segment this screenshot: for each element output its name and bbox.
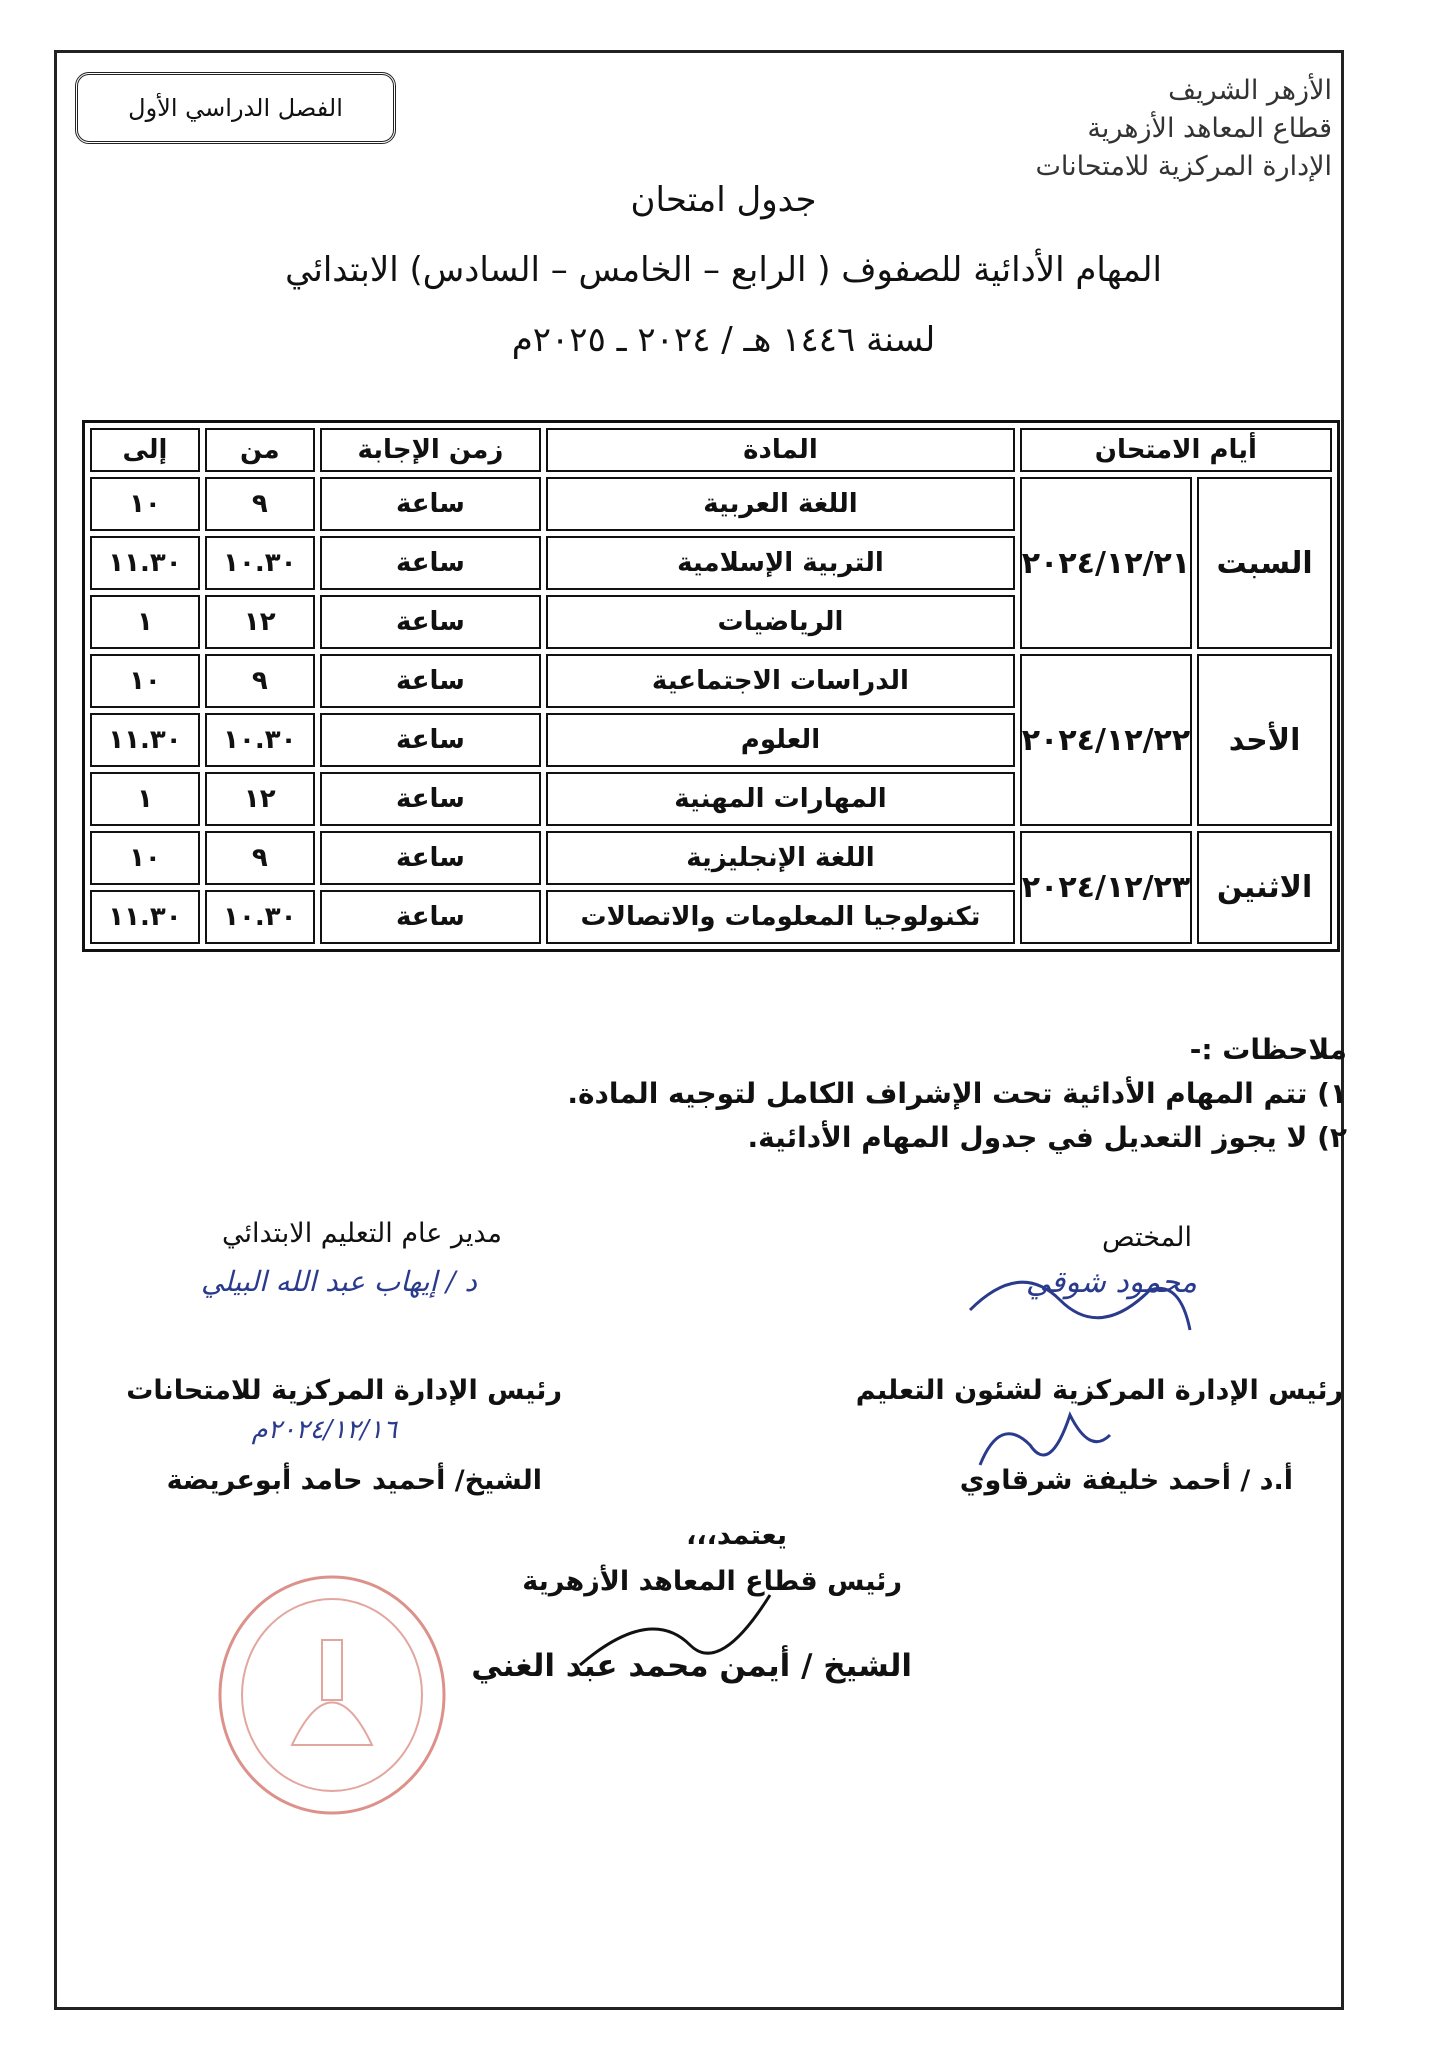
duration-cell: ساعة (320, 713, 541, 767)
header-duration: زمن الإجابة (320, 428, 541, 472)
header-subject: المادة (546, 428, 1015, 472)
header-days: أيام الامتحان (1020, 428, 1332, 472)
notes-heading: ملاحظات :- (1189, 1033, 1347, 1066)
subject-cell: اللغة الإنجليزية (546, 831, 1015, 885)
table-header-row (90, 428, 1332, 472)
table-row (90, 477, 1332, 531)
date-cell: ٢٠٢٤/١٢/٢٣ (1020, 831, 1192, 944)
duration-cell: ساعة (320, 477, 541, 531)
table-row (90, 831, 1332, 885)
from-cell: ٩ (205, 654, 315, 708)
semester-label: الفصل الدراسي الأول (128, 94, 343, 122)
exams-head-name: الشيخ/ أحميد حامد أبوعريضة (166, 1465, 542, 1496)
specialist-title: المختص (1102, 1222, 1192, 1253)
note-item: ١) تتم المهام الأدائية تحت الإشراف الكامل لتوجيه المادة. (567, 1077, 1347, 1110)
duration-cell: ساعة (320, 654, 541, 708)
from-cell: ١٢ (205, 595, 315, 649)
director-title: مدير عام التعليم الابتدائي (221, 1218, 502, 1249)
exam-schedule-table (82, 420, 1340, 952)
duration-cell: ساعة (320, 772, 541, 826)
specialist-signature-stroke (960, 1250, 1200, 1340)
day-cell: الأحد (1197, 654, 1332, 826)
from-cell: ٩ (205, 831, 315, 885)
duration-cell: ساعة (320, 595, 541, 649)
day-cell: السبت (1197, 477, 1332, 649)
date-cell: ٢٠٢٤/١٢/٢٢ (1020, 654, 1192, 826)
semester-badge (75, 72, 396, 144)
doc-title: جدول امتحان (630, 180, 817, 220)
duration-cell: ساعة (320, 890, 541, 944)
doc-subtitle: المهام الأدائية للصفوف ( الرابع – الخامس – السادس) الابتدائي (285, 250, 1162, 290)
note-item: ٢) لا يجوز التعديل في جدول المهام الأدائية. (747, 1121, 1347, 1154)
duration-cell: ساعة (320, 536, 541, 590)
from-cell: ١٠.٣٠ (205, 713, 315, 767)
duration-cell: ساعة (320, 831, 541, 885)
edu-affairs-title: رئيس الإدارة المركزية لشئون التعليم (855, 1375, 1343, 1406)
edu-affairs-name: أ.د / أحمد خليفة شرقاوي (959, 1465, 1293, 1496)
official-seal-stamp (212, 1570, 452, 1820)
from-cell: ١٠.٣٠ (205, 890, 315, 944)
exams-head-title: رئيس الإدارة المركزية للامتحانات (126, 1375, 562, 1406)
from-cell: ١٠.٣٠ (205, 536, 315, 590)
to-cell: ١١.٣٠ (90, 536, 200, 590)
exams-head-signature-date: ٢٠٢٤/١٢/١٦م (251, 1415, 397, 1445)
to-cell: ١١.٣٠ (90, 713, 200, 767)
subject-cell: الرياضيات (546, 595, 1015, 649)
org-line-3: الإدارة المركزية للامتحانات (1035, 151, 1332, 182)
table-row (90, 654, 1332, 708)
day-cell: الاثنين (1197, 831, 1332, 944)
sector-head-title: رئيس قطاع المعاهد الأزهرية (522, 1566, 902, 1597)
subject-cell: تكنولوجيا المعلومات والاتصالات (546, 890, 1015, 944)
doc-year: لسنة ١٤٤٦ هـ / ٢٠٢٤ ـ ٢٠٢٥م (511, 320, 936, 360)
header-from: من (205, 428, 315, 472)
org-line-2: قطاع المعاهد الأزهرية (1087, 113, 1332, 144)
director-signature: د / إيهاب عبد الله البيلي (200, 1265, 477, 1298)
edu-affairs-signature-stroke (960, 1395, 1120, 1485)
from-cell: ١٢ (205, 772, 315, 826)
notes-section (567, 1028, 1347, 1160)
header-to: إلى (90, 428, 200, 472)
date-cell: ٢٠٢٤/١٢/٢١ (1020, 477, 1192, 649)
to-cell: ١١.٣٠ (90, 890, 200, 944)
sector-head-signature-stroke (570, 1585, 790, 1685)
subject-cell: العلوم (546, 713, 1015, 767)
institution-logo-text (1002, 72, 1332, 186)
to-cell: ١٠ (90, 477, 200, 531)
to-cell: ١ (90, 595, 200, 649)
to-cell: ١٠ (90, 831, 200, 885)
specialist-signature: محمود شوقي (1025, 1265, 1197, 1300)
from-cell: ٩ (205, 477, 315, 531)
sector-head-name: الشيخ / أيمن محمد عبد الغني (471, 1648, 912, 1684)
subject-cell: الدراسات الاجتماعية (546, 654, 1015, 708)
to-cell: ١٠ (90, 654, 200, 708)
to-cell: ١ (90, 772, 200, 826)
org-line-1: الأزهر الشريف (1168, 75, 1332, 106)
subject-cell: التربية الإسلامية (546, 536, 1015, 590)
approval-label: يعتمد،،، (686, 1520, 787, 1551)
subject-cell: المهارات المهنية (546, 772, 1015, 826)
subject-cell: اللغة العربية (546, 477, 1015, 531)
